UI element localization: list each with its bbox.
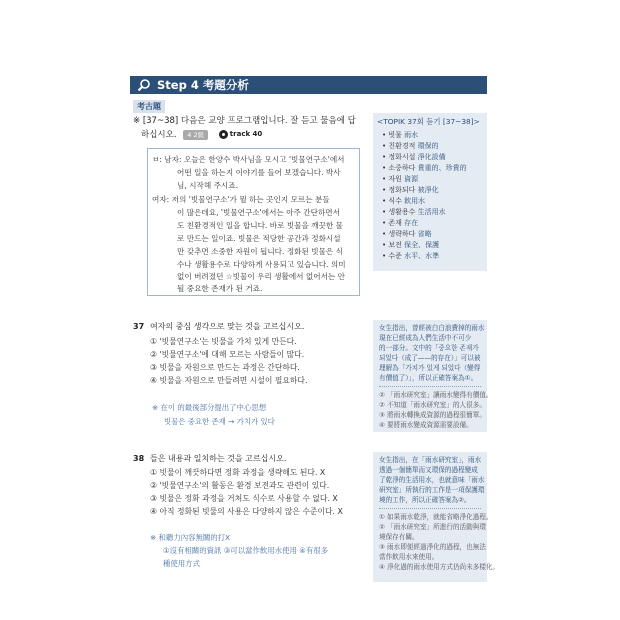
explanation-line: 研究室」所執行的工作是一項保護環: [379, 486, 485, 494]
answer-option[interactable]: ④ 빗물을 자원으로 만들려면 시설이 필요하다.: [150, 376, 308, 385]
question-number: 37: [133, 322, 145, 331]
dialog-line: ㅂ: 남자: 오늘은 한양수 박사님을 모시고 '빗물연구소'에서: [152, 155, 345, 164]
section-tag: 考古題: [133, 100, 165, 113]
answer-option[interactable]: ② '빗물연구소'에 대해 모르는 사람들이 많다.: [150, 350, 305, 359]
vocab-item: • 정화시설 淨化設備: [382, 153, 446, 161]
translation-line: ③ 雨水即便經過淨化的過程，也無法: [379, 543, 486, 551]
vocab-item: • 정화되다 被淨化: [382, 186, 439, 194]
translation-line: ② 不知道「雨水研究室」的人很多。: [379, 401, 486, 409]
instruction-line-2: [141, 128, 262, 142]
handwritten-note: ※ 在이 的最後部分提出了中心思想: [152, 403, 267, 412]
vocab-item: • 존재 存在: [382, 219, 419, 227]
handwritten-note: 빗물은 중요한 존재 → 가치가 있다: [164, 417, 275, 426]
explanation-line: 境的工作，所以正確答案為②。: [379, 496, 471, 504]
translation-line: 境保存有關。: [379, 533, 419, 541]
explanation-box-38: [373, 452, 500, 582]
handwritten-note: 種使用方式: [163, 559, 200, 568]
explanation-line: 的一部分。文中的「중요한 존재가: [379, 344, 479, 352]
translation-line: ③ 將雨水轉換成資源的過程很簡單。: [379, 411, 486, 419]
vocab-item: • 친환경적 環保的: [382, 142, 439, 150]
vocab-item: • 생략하다 省略: [382, 230, 432, 238]
translation-line: ① 如果雨水乾淨，就能省略淨化過程。: [379, 513, 493, 521]
dialog-line: 없이 버려졌던 ☆빗물이 우리 생활에서 없어서는 안: [177, 272, 345, 281]
answer-option[interactable]: ① '빗물연구소'는 빗물을 가치 있게 만든다.: [150, 337, 297, 346]
explanation-line: 現在已經成為人們生活中不可少: [379, 334, 472, 342]
translation-line: 當作飲用水來使用。: [379, 553, 439, 561]
cd-icon: [219, 130, 228, 139]
explanation-line: 了乾淨的生活用水，也就意味「雨水: [379, 476, 485, 484]
dialog-line: 이 많은데요, '빗물연구소'에서는 아주 간단하면서: [177, 208, 340, 217]
explanation-line: 理解為「가치가 있게 되었다（變得: [379, 364, 481, 372]
translation-line: ④ 淨化過的雨水使用方式仍尚未多樣化。: [379, 563, 500, 571]
handwritten-note: ※ 和聽力內容無關的打X: [150, 533, 231, 542]
explanation-line: 女生指出，曾經被白白浪費掉的雨水: [379, 324, 485, 332]
step-header: [130, 76, 487, 94]
track-label: track 40: [229, 130, 263, 138]
translation-line: ② 「雨水研究室」所進行的活動與環: [379, 523, 486, 531]
answer-option[interactable]: ② '빗물연구소'의 활동은 환경 보전과도 관련이 있다.: [150, 481, 330, 490]
dialog-box: [147, 148, 360, 296]
answer-option[interactable]: ③ 빗물은 정화 과정을 거쳐도 식수로 사용할 수 없다. X: [150, 494, 338, 503]
handwritten-note: ①沒有相關的資訊 ③可以當作飲用水使用 ④有很多: [163, 546, 328, 555]
question-text: 들은 내용과 일치하는 것을 고르십시오.: [150, 454, 287, 463]
translation-line: ② 「雨水研究室」讓雨水變得有價值。: [379, 391, 493, 399]
dialog-line: 도 친환경적인 일을 합니다. 바로 빗물을 깨끗한 물: [177, 221, 344, 230]
vocab-item: • 식수 飲用水: [382, 197, 426, 205]
magnifier-icon: [137, 78, 151, 92]
vocab-item: • 자원 資源: [382, 175, 419, 183]
dialog-line: 여자: 저의 '빗물연구소'가 뭘 하는 곳인지 모르는 분들: [152, 195, 330, 204]
dialog-line: 로 만드는 일이죠. 빗물은 적당한 공간과 정화시설: [177, 234, 341, 243]
question-number: 38: [133, 454, 145, 463]
step-title: Step 4 考題分析: [157, 78, 249, 92]
dialog-line: 만 갖추면 소중한 자원이 됩니다. 정화된 빗물은 식: [177, 247, 344, 256]
level-badge: 4 2級: [183, 130, 208, 140]
divider: [379, 508, 481, 509]
explanation-line: 女生指出，在「雨水研究室」，雨水: [379, 456, 482, 464]
explanation-line: 되었다（成了——的存在）」可以被: [379, 354, 481, 362]
audio-track[interactable]: [219, 128, 263, 141]
dialog-line: 수나 생활용수로 다양하게 사용되고 있습니다. 의미: [177, 260, 346, 269]
answer-option[interactable]: ③ 빗물을 자원으로 만드는 과정은 간단하다.: [150, 363, 300, 372]
vocab-item: • 생활용수 生活用水: [382, 208, 446, 216]
instruction-line-1: ※ [37~38] 다음은 교양 프로그램입니다. 잘 듣고 물음에 답: [133, 116, 356, 126]
vocab-item: • 소중하다 貴重的、珍貴的: [382, 164, 467, 172]
vocab-item: • 보전 保全、保護: [382, 241, 440, 249]
vocab-box: [373, 113, 487, 271]
dialog-line: 될 중요한 존재가 된 거죠.: [177, 284, 263, 293]
question-text: 여자의 중심 생각으로 맞는 것을 고르십시오.: [150, 322, 305, 331]
explanation-line: 有價值了）」，所以正確答案為①。: [379, 374, 478, 382]
answer-option[interactable]: ④ 아직 정화된 빗물의 사용은 다양하지 않은 수준이다. X: [150, 507, 343, 516]
dialog-line: 어떤 일을 하는지 이야기를 들어 보겠습니다. 박사: [177, 168, 341, 177]
vocab-item: • 빗물 雨水: [382, 131, 419, 139]
dialog-line: 님, 시작해 주시죠.: [177, 181, 239, 190]
translation-line: ④ 要將雨水變成資源需要設備。: [379, 421, 473, 429]
explanation-box-37: [373, 320, 493, 432]
instruction-text: 하십시오.: [141, 130, 177, 140]
answer-option[interactable]: ① 빗물이 깨끗하다면 정화 과정을 생략해도 된다. X: [150, 468, 326, 477]
vocab-title: <TOPIK 37회 듣기 [37~38]>: [377, 117, 480, 126]
divider: [379, 386, 481, 387]
explanation-line: 透過一個簡單而又環保的過程變成: [379, 466, 478, 474]
vocab-item: • 수준 水平、水準: [382, 252, 440, 260]
